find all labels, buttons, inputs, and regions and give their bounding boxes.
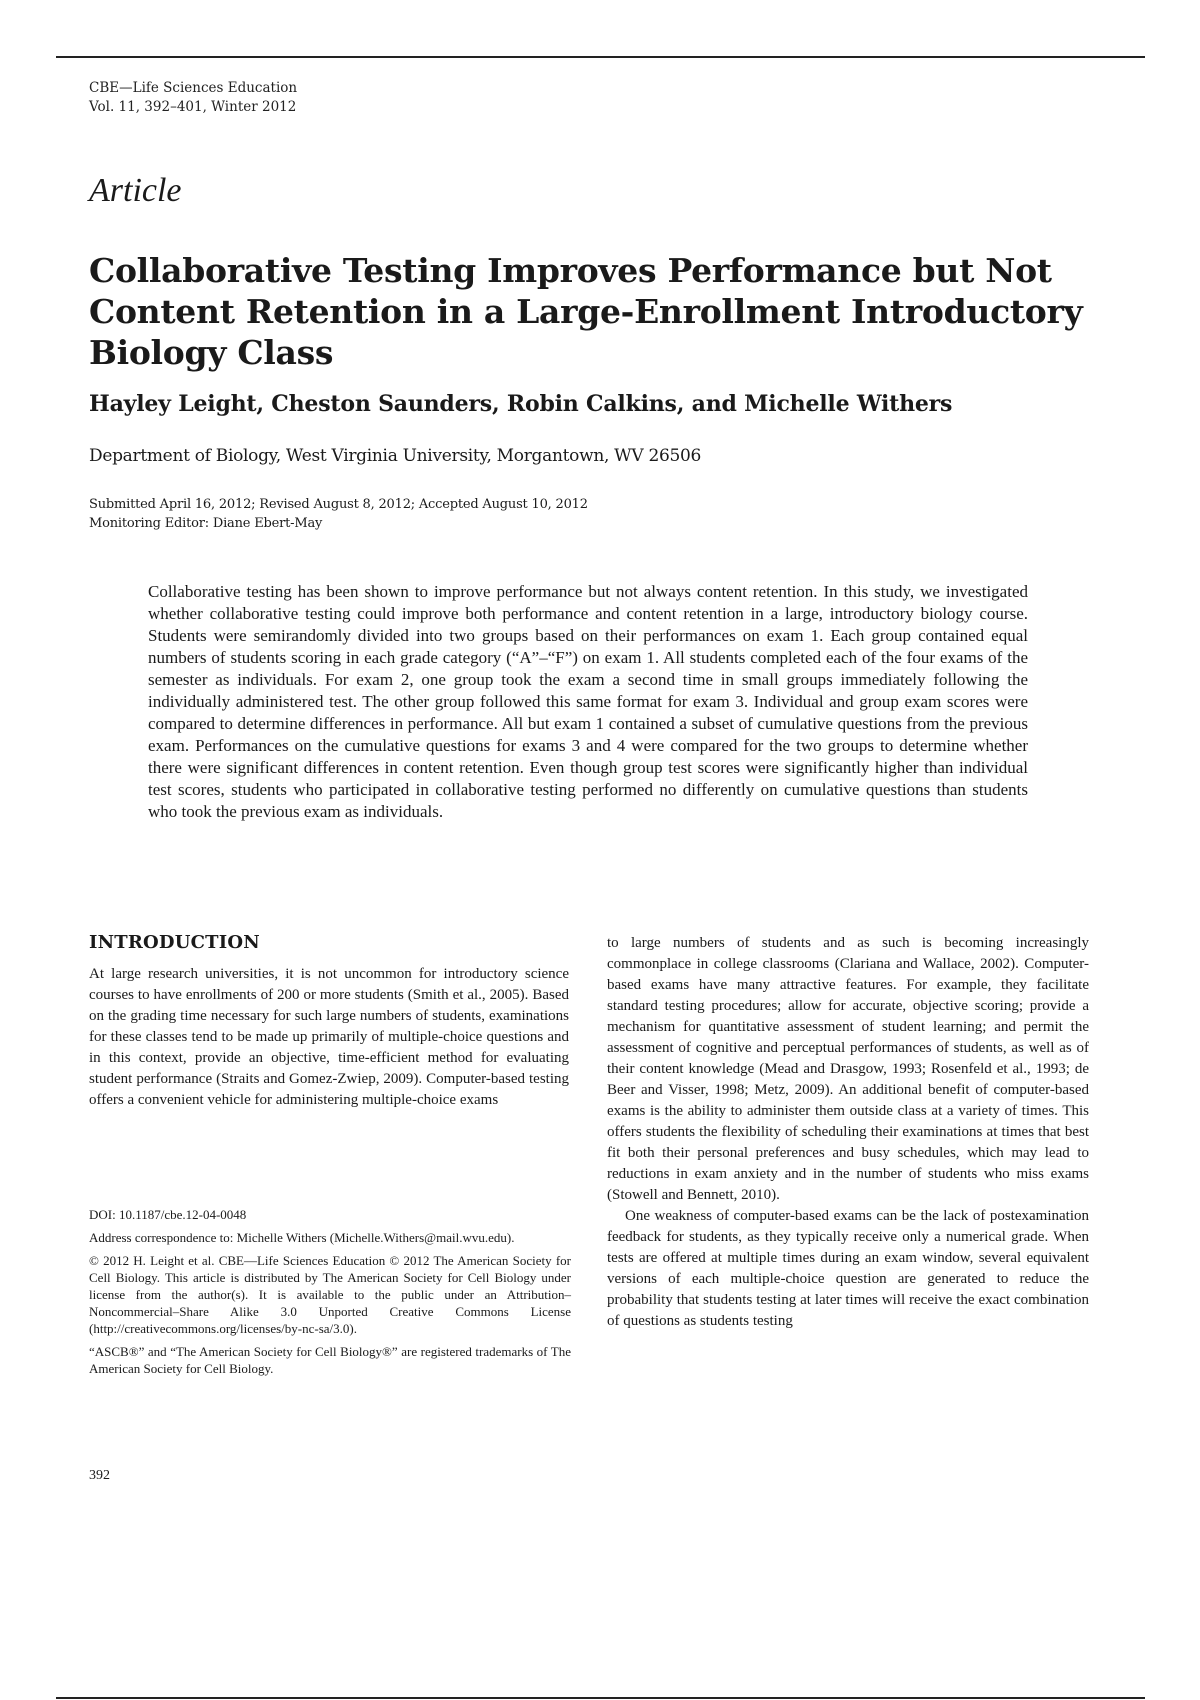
introduction-heading: INTRODUCTION bbox=[89, 932, 260, 953]
journal-header bbox=[89, 79, 297, 117]
intro-paragraph-2: One weakness of computer-based exams can be the lack of postexamination feedback for students, as they typically receive only a numerical grade. When tests are offered at multiple times during an exam window, several equivalent versions of each multiple-choice question are generated to reduce the probability that students testing at later times will receive the exact combination of questions as students testing bbox=[607, 1208, 1089, 1329]
abstract: Collaborative testing has been shown to improve performance but not always content retention. In this study, we investigated whether collaborative testing could improve both performance and content retention in a large, introductory biology course. Students were semirandomly divided into two groups based on their performances on exam 1. Each group contained equal numbers of students scoring in each grade category (“A”–“F”) on exam 1. All students completed each of the four exams of the semester as individuals. For exam 2, one group took the exam a second time in small groups immediately following the individually administered test. The other group followed this same format for exam 3. Individual and group exam scores were compared to determine differences in performance. All but exam 1 contained a subset of cumulative questions from the previous exam. Performances on the cumulative questions for exams 3 and 4 were compared for the two groups to determine whether there were significant differences in content retention. Even though group test scores were significantly higher than individual test scores, students who participated in collaborative testing performed no differently on cumulative questions than students who took the previous exam as individuals. bbox=[148, 582, 1028, 821]
bottom-rule bbox=[56, 1697, 1145, 1699]
left-column bbox=[89, 932, 569, 1111]
section-label: Article bbox=[89, 172, 182, 209]
intro-paragraph-1: At large research universities, it is not uncommon for introductory science courses to have enrollments of 200 or more students (Smith et al., 2005). Based on the grading time necessary for such large numbers of students, examinations for these classes tend to be made up primarily of multiple-choice questions and in this context, provide an objective, time-efficient method for evaluating student performance (Straits and Gomez-Zwiep, 2009). Computer-based testing offers a convenient vehicle for administering multiple-choice exams bbox=[89, 966, 569, 1108]
footnotes bbox=[89, 1206, 571, 1383]
article-title: Collaborative Testing Improves Performance but Not Content Retention in a Large-Enrollment Introductory Biology Class bbox=[89, 251, 1083, 372]
intro-paragraph-continued: to large numbers of students and as such is becoming increasingly commonplace in college classrooms (Clariana and Wallace, 2002). Computer-based exams have many attractive features. For example, they facilitate standard testing procedures; allow for accurate, objective scoring; provide a mechanism for quantitative assessment of student learning; and permit the assessment of cognitive and perceptual performances of students, as well as of their content knowledge (Mead and Drasgow, 1993; Rosenfeld et al., 1993; de Beer and Visser, 1998; Metz, 2009). An additional benefit of computer-based exams is the ability to administer them outside class at a variety of times. This offers students the flexibility of scheduling their examinations at times that best fit both their personal preferences and busy schedules, which may lead to reductions in exam anxiety and in the number of students who miss exams (Stowell and Bennett, 2010). bbox=[607, 935, 1089, 1203]
affiliation: Department of Biology, West Virginia University, Morgantown, WV 26506 bbox=[89, 446, 702, 466]
correspondence-address: Address correspondence to: Michelle Withers (Michelle.Withers@mail.wvu.edu). bbox=[89, 1230, 515, 1245]
journal-name: CBE—Life Sciences Education bbox=[89, 80, 298, 96]
copyright-notice: © 2012 H. Leight et al. CBE—Life Sciences Education © 2012 The American Society for Cell Biology. This article is distributed by The American Society for Cell Biology under license from the author(s). It is available to the public under an Attribution–Noncommercial–Share Alike 3.0 Unported Creative Commons License (http://creativecommons.org/licenses/by-nc-sa/3.0). bbox=[89, 1253, 571, 1336]
top-rule bbox=[56, 56, 1145, 58]
page-number: 392 bbox=[89, 1468, 110, 1483]
monitoring-editor: Monitoring Editor: Diane Ebert-May bbox=[89, 516, 323, 531]
trademark-notice: “ASCB®” and “The American Society for Cell Biology®” are registered trademarks of The American Society for Cell Biology. bbox=[89, 1344, 571, 1376]
submission-dates: Submitted April 16, 2012; Revised August 8, 2012; Accepted August 10, 2012 bbox=[89, 497, 588, 512]
intro-right-text bbox=[607, 933, 1089, 1332]
volume-info: Vol. 11, 392–401, Winter 2012 bbox=[89, 99, 297, 115]
intro-left-text bbox=[89, 964, 569, 1111]
publication-dates bbox=[89, 495, 588, 533]
author-list: Hayley Leight, Cheston Saunders, Robin Calkins, and Michelle Withers bbox=[89, 391, 953, 417]
doi: DOI: 10.1187/cbe.12-04-0048 bbox=[89, 1207, 247, 1222]
right-column bbox=[607, 933, 1089, 1332]
